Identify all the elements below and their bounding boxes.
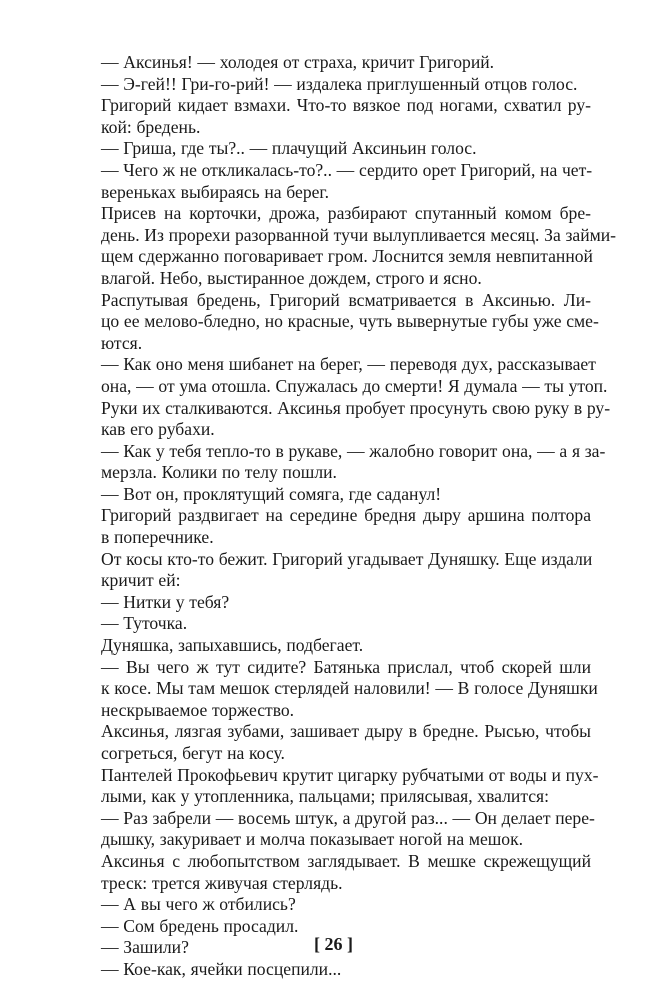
text-line: к косе. Мы там мешок стерлядей наловили! — В голосе Дуняшки [101,678,598,699]
text-line: ются. [101,332,143,353]
paragraph [101,138,591,160]
paragraph [101,549,591,592]
text-line: цо ее мелово-бледно, но красные, чуть вывернутые губы уже сме- [101,311,599,332]
paragraph [101,484,591,506]
paragraph [101,505,591,548]
text-line: — Как оно меня шибанет на берег, — переводя дух, рассказывает [101,354,596,375]
paragraph [101,721,591,764]
text-line: день. Из прорехи разорванной тучи вылупливается месяц. За займи- [101,224,617,245]
paragraph [101,95,591,138]
text-line: Григорий кидает взмахи. Что-то вязкое под ногами, схватил ру- [101,95,591,116]
text-line: в поперечнике. [101,527,214,548]
paragraph [101,74,591,96]
paragraph [101,894,591,916]
paragraph [101,959,591,981]
page-text [101,52,617,981]
text-line: Руки их сталкиваются. Аксинья пробует просунуть свою руку в ру- [101,397,611,418]
text-line: — Нитки у тебя? [101,591,230,612]
text-line: — Как у тебя тепло-то в рукаве, — жалобно говорит она, — а я за- [101,440,606,461]
text-line: согреться, бегут на косу. [101,743,285,763]
paragraph [101,289,599,355]
paragraph [101,613,591,635]
paragraph [101,160,591,203]
text-line: мерзла. Колики по телу пошли. [101,462,337,483]
text-line: — Вы чего ж тут сидите? Батянька прислал, чтоб скорей шли [101,656,591,677]
text-line: вереньках выбираясь на берег. [101,181,330,202]
text-line: — Чего ж не откликалась-то?.. — сердито орет Григорий, на чет- [101,159,593,180]
page-number: [ 26 ] [314,934,353,954]
paragraph [101,592,591,614]
text-line: — Кое-как, ячейки посцепили... [101,958,342,979]
paragraph [101,440,606,484]
text-line: Пантелей Прокофьевич крутит цигарку рубчатыми от воды и пух- [101,764,599,785]
text-line: Аксинья с любопытством заглядывает. В мешке скрежещущий [101,850,591,871]
text-line: Григорий раздвигает на середине бредня дыру аршина полтора [101,505,591,526]
text-line: Присев на корточки, дрожа, разбирают спутанный комом бре- [101,203,591,224]
text-line: Распутывая бредень, Григорий всматривается в Аксинью. Ли- [101,289,591,310]
text-line: она, — от ума отошла. Спужалась до смерти! Я думала — ты утоп. [101,375,608,396]
paragraph [101,203,617,289]
text-line: — Гриша, где ты?.. — плачущий Аксиньин голос. [101,138,477,159]
text-line: — Туточка. [101,613,188,634]
text-line: — А вы чего ж отбились? [101,894,296,915]
text-line: кав его рубахи. [101,419,215,440]
text-line: кой: бредень. [101,116,201,137]
paragraph [101,354,608,397]
paragraph [101,764,599,808]
paragraph [101,397,611,441]
text-line: — Вот он, проклятущий сомяга, где саданул! [101,483,442,504]
text-line: — Аксинья! — холодея от страха, кричит Григорий. [101,52,495,72]
paragraph [101,52,591,74]
text-line: — Э-гей!! Гри-го-рий! — издалека приглушенный отцов голос. [101,73,578,94]
text-line: — Сом бредень просадил. [101,915,299,936]
text-line: кричит ей: [101,570,181,591]
text-line: влагой. Небо, выстиранное дождем, строго и ясно. [101,267,482,288]
text-line: лыми, как у утопленника, пальцами; прилясывая, хвалится: [101,786,550,807]
text-line: дышку, закуривает и молча показывает ногой на мешок. [101,829,524,850]
text-line: — Раз забрели — восемь штук, а другой раз... — Он делает пере- [101,807,595,828]
paragraph [101,851,591,894]
paragraph [101,807,595,851]
text-line: Аксинья, лязгая зубами, зашивает дыру в бредне. Рысью, чтобы [101,721,591,742]
text-line: треск: трется живучая стерлядь. [101,872,343,893]
text-line: нескрываемое торжество. [101,699,295,720]
paragraph [101,656,598,722]
text-line: — Зашили? [101,937,189,958]
text-line: От косы кто-то бежит. Григорий угадывает Дуняшку. Еще издали [101,548,593,569]
text-line: щем сдержанно поговаривает гром. Лоснится земля невпитанной [101,246,593,267]
paragraph [101,635,591,657]
text-line: Дуняшка, запыхавшись, подбегает. [101,635,364,656]
